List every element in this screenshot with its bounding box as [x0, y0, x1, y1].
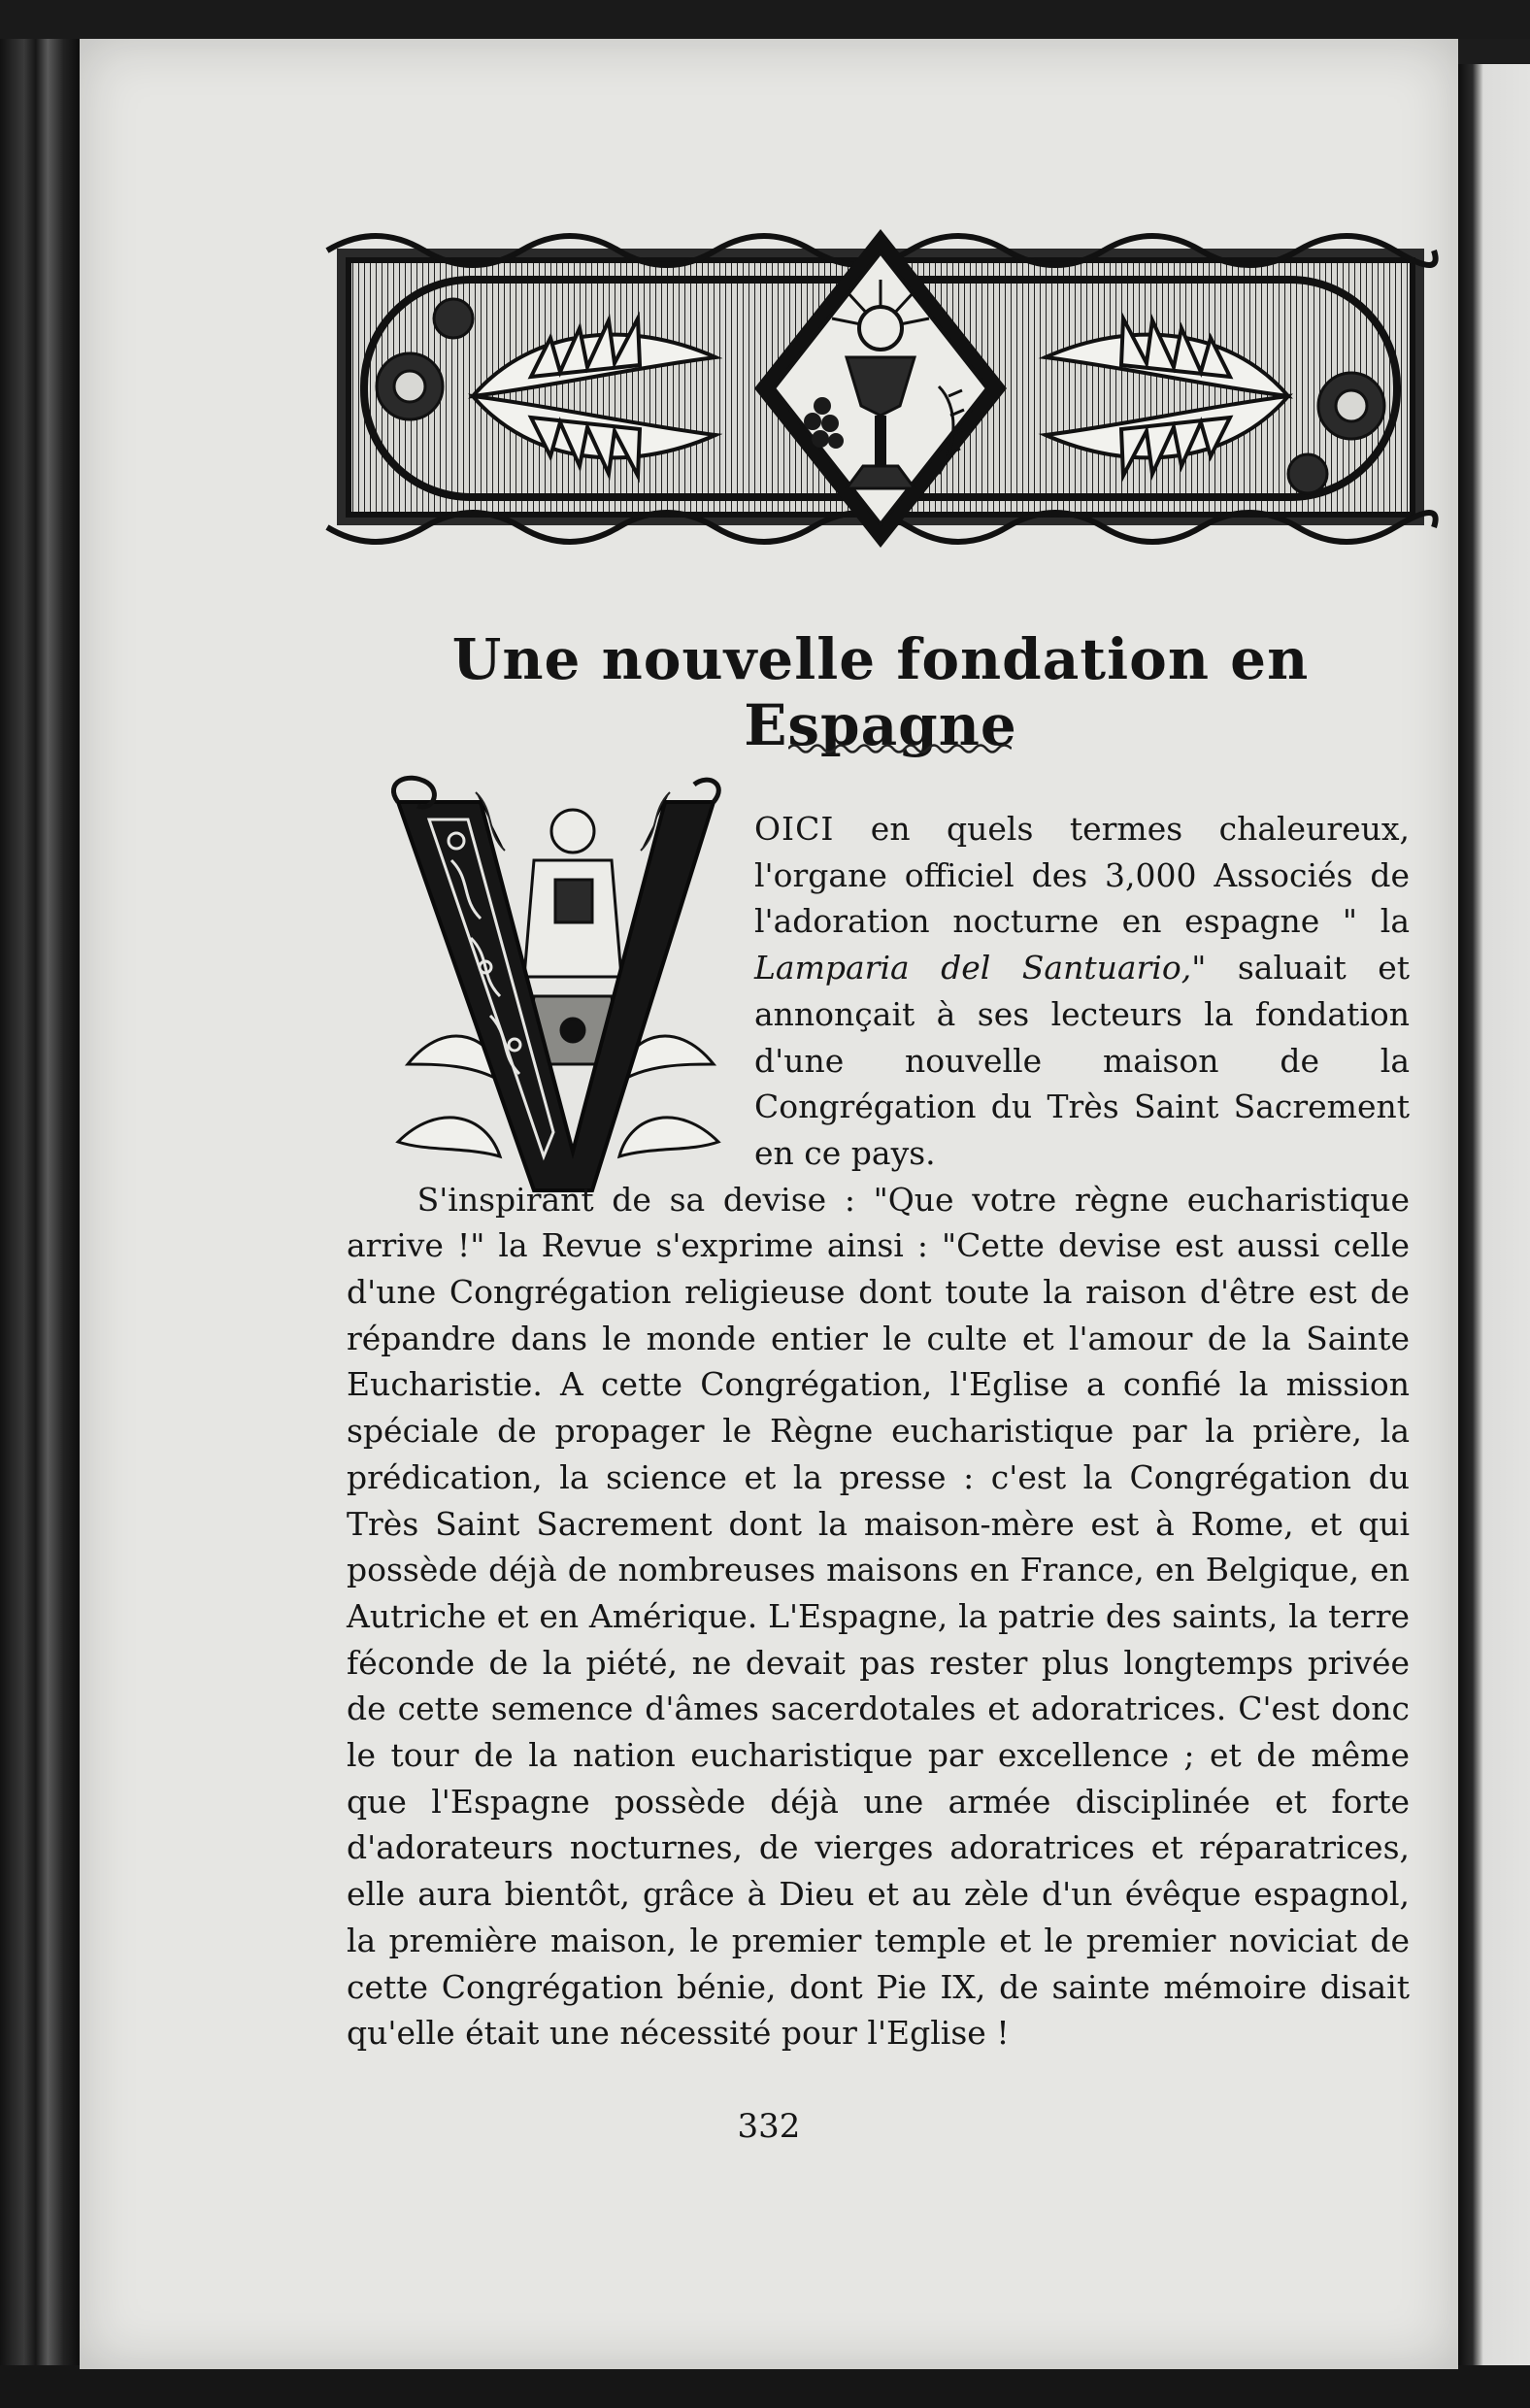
- paragraph-1-text-b: " saluait et annonçait à ses lecteurs la fondation d'une nouvelle maison de la Congrégation du Très Saint Sacrement en ce pays.: [754, 949, 1411, 1172]
- book-page: [80, 39, 1458, 2369]
- page-number: 332: [737, 2107, 801, 2146]
- dropcap-spacer: [347, 806, 754, 1175]
- dropcap-lead: OICI: [754, 810, 835, 848]
- adjacent-page-edge: [1458, 64, 1530, 2365]
- decorative-headband: [317, 212, 1444, 581]
- article-body: [347, 806, 1410, 2057]
- publication-title: Lamparia del Santuario,: [754, 949, 1192, 987]
- title-ornament-rule: [788, 740, 1012, 757]
- page-title: Une nouvelle fondation en Espagne: [451, 626, 1310, 758]
- book-spine-edge: [0, 39, 80, 2389]
- scan-top-border: [0, 0, 1530, 39]
- scan-bottom-border: [0, 2365, 1530, 2408]
- paragraph-1-text-a: en quels termes chaleureux, l'organe officiel des 3,000 Associés de l'adoration nocturne en espagne " la: [754, 810, 1410, 941]
- paragraph-2: S'inspirant de sa devise : "Que votre règne eucharistique arrive !" la Revue s'exprime ainsi : "Cette devise est aussi celle d'une Congrégation religieuse dont toute la raison d'être est de répandre dans le monde entier le culte et l'amour de la Sainte Eucharistie. A cette Congrégation, l'Eglise a confié la mission spéciale de propager le Règne eucharistique par la prière, la prédication, la science et la presse : c'est la Congrégation du Très Saint Sacrement dont la maison-mère est à Rome, et qui possède déjà de nombreuses maisons en France, en Belgique, en Autriche et en Amérique. L'Espagne, la patrie des saints, la terre féconde de la piété, ne devait pas rester plus longtemps privée de cette semence d'âmes sacerdotales et adoratrices. C'est donc le tour de la nation eucharistique par excellence ; et de même que l'Espagne possède déjà une armée disciplinée et forte d'adorateurs nocturnes, de vierges adoratrices et réparatrices, elle aura bientôt, grâce à Dieu et au zèle d'un évêque espagnol, la première maison, le premier temple et le premier noviciat de cette Congrégation bénie, dont Pie IX, de sainte mémoire disait qu'elle était une nécessité pour l'Eglise !: [347, 1180, 1410, 2053]
